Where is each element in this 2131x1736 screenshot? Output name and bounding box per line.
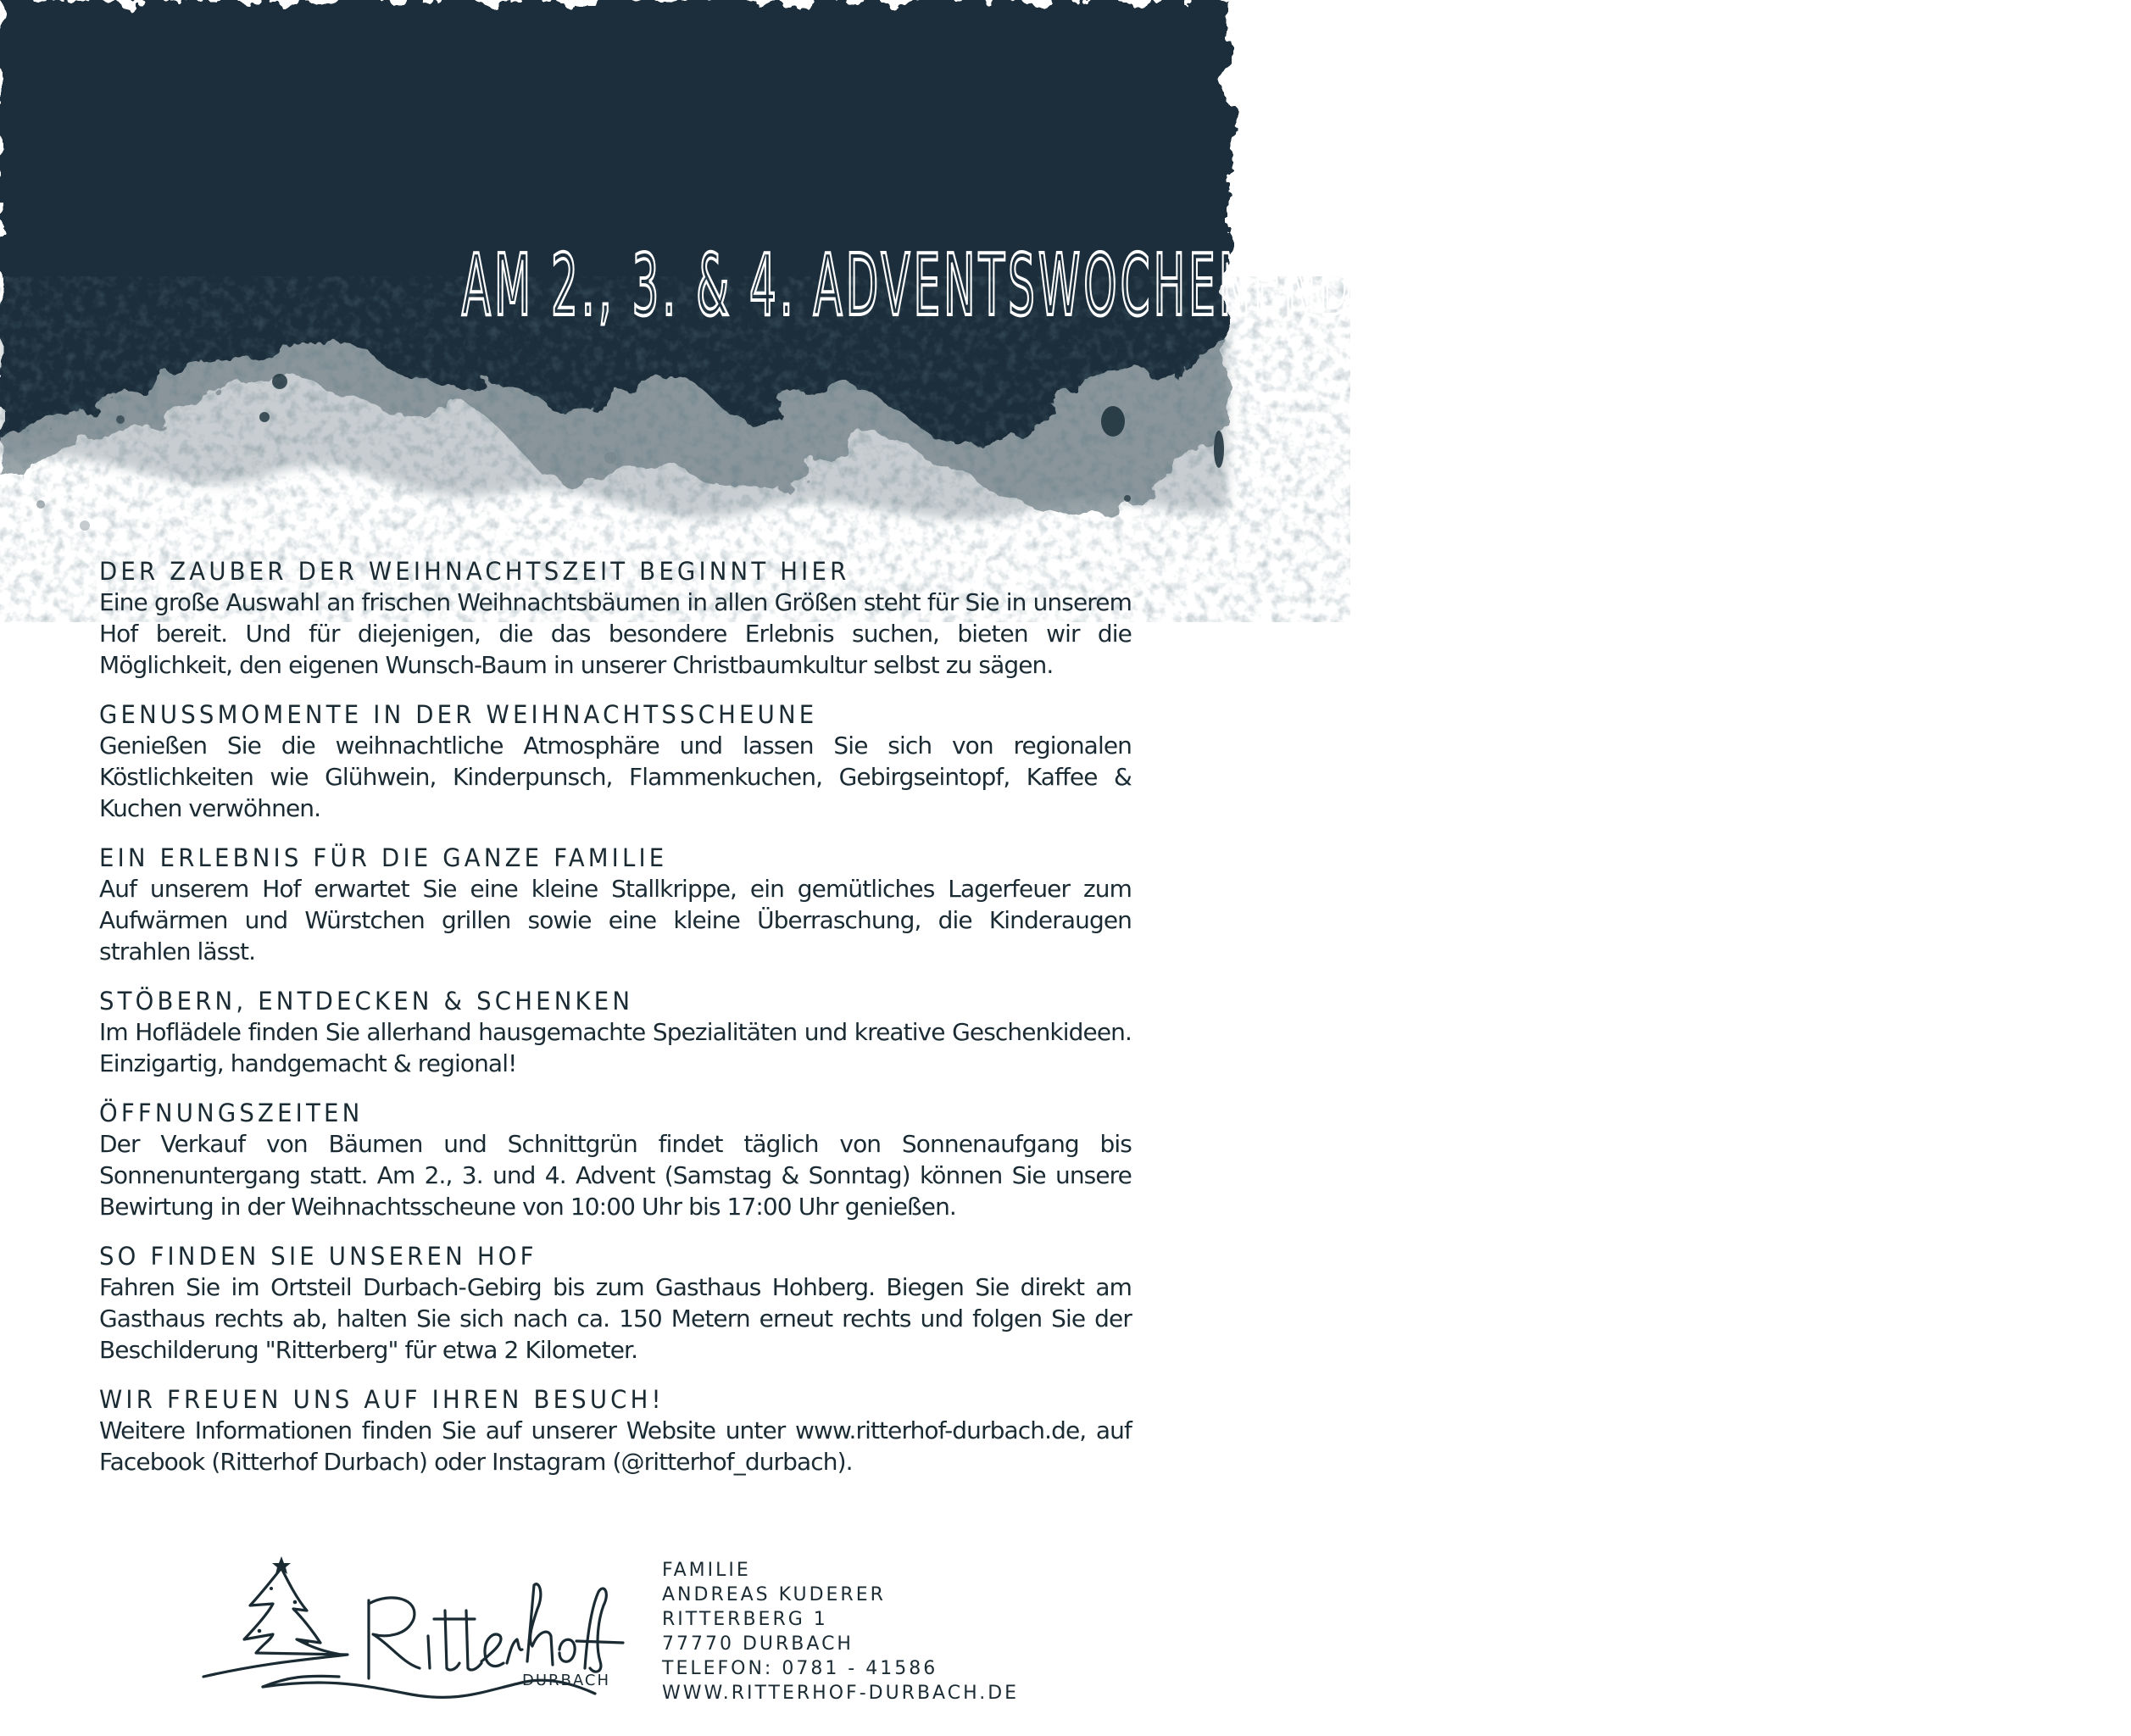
- section-heading: WIR FREUEN UNS AUF IHREN BESUCH!: [99, 1385, 665, 1414]
- phone-number: TELEFON: 0781 - 41586: [662, 1658, 938, 1679]
- section-heading: STÖBERN, ENTDECKEN & SCHENKEN: [99, 987, 634, 1015]
- page-subtitle: [0, 236, 1386, 335]
- christmas-tree-icon: [212, 1551, 636, 1721]
- section-body: Im Hoflädele finden Sie allerhand hausgemachte Spezialitäten und kreative Geschenkideen. Einzigartig, handgemacht & regional!: [99, 1018, 1132, 1077]
- section-body: Auf unserem Hof erwartet Sie eine kleine Stallkrippe, ein gemütliches Lagerfeuer zum Aufwärmen und Würstchen grillen sowie eine kleine Überraschung, die Kinderaugen strahlen lässt.: [99, 875, 1132, 965]
- logo-location: DURBACH: [522, 1672, 610, 1689]
- subtitle-text: AM 2., 3. & 4. ADVENTSWOCHENENDE: [461, 236, 1386, 335]
- section-besuch: [99, 1384, 1132, 1477]
- footer: [0, 1543, 1227, 1736]
- page-title: [0, 78, 1227, 222]
- section-intro: [99, 556, 1132, 681]
- ritterhof-logo: [212, 1551, 636, 1721]
- section-heading: SO FINDEN SIE UNSEREN HOF: [99, 1242, 537, 1271]
- section-body: Fahren Sie im Ortsteil Durbach-Gebirg bis zum Gasthaus Hohberg. Biegen Sie direkt am Gasthaus rechts ab, halten Sie sich nach ca. 150 Metern erneut rechts und folgen Sie der Beschilderung "Ritterberg" für etwa 2 Kilometer.: [99, 1273, 1132, 1364]
- contact-address: [662, 1558, 1019, 1705]
- address-line: 77770 DURBACH: [662, 1633, 854, 1655]
- section-heading: EIN ERLEBNIS FÜR DIE GANZE FAMILIE: [99, 843, 668, 872]
- section-heading: ÖFFNUNGSZEITEN: [99, 1099, 364, 1127]
- section-body: Genießen Sie die weihnachtliche Atmosphäre und lassen Sie sich von regionalen Köstlichkeiten wie Glühwein, Kinderpunsch, Flammenkuchen, Gebirgseintopf, Kaffee & Kuchen verwöhnen.: [99, 732, 1132, 822]
- section-genussmomente: [99, 699, 1132, 824]
- website-link[interactable]: WWW.RITTERHOF-DURBACH.DE: [662, 1683, 1020, 1704]
- section-heading: DER ZAUBER DER WEIHNACHTSZEIT BEGINNT HIER: [99, 557, 850, 586]
- section-familie: [99, 843, 1132, 967]
- section-heading: GENUSSMOMENTE IN DER WEIHNACHTSSCHEUNE: [99, 700, 818, 729]
- title-text: [533, 78, 1599, 222]
- address-line: RITTERBERG 1: [662, 1609, 828, 1630]
- content-sections: [99, 556, 1132, 1496]
- section-body: Eine große Auswahl an frischen Weihnachtsbäumen in allen Größen steht für Sie in unserem Hof bereit. Und für diejenigen, die das besondere Erlebnis suchen, bieten wir die Möglichkeit, den eigenen Wunsch-Baum in unserer Christbaumkultur selbst zu sägen.: [99, 588, 1132, 679]
- section-stoebern: [99, 986, 1132, 1079]
- section-oeffnungszeiten: [99, 1098, 1132, 1222]
- header-banner: [0, 0, 1386, 593]
- section-body: Weitere Informationen finden Sie auf unserer Website unter www.ritterhof-durbach.de, auf Facebook (Ritterhof Durbach) oder Instagram (@ritterhof_durbach).: [99, 1416, 1132, 1476]
- section-body: Der Verkauf von Bäumen und Schnittgrün findet täglich von Sonnenaufgang bis Sonnenuntergang statt. Am 2., 3. und 4. Advent (Samstag & Sonntag) können Sie unsere Bewirtung in der Weihnachtsscheune von 10:00 Uhr bis 17:00 Uhr genießen.: [99, 1130, 1132, 1221]
- section-anfahrt: [99, 1241, 1132, 1366]
- address-line: ANDREAS KUDERER: [662, 1584, 886, 1605]
- address-line: FAMILIE: [662, 1560, 751, 1581]
